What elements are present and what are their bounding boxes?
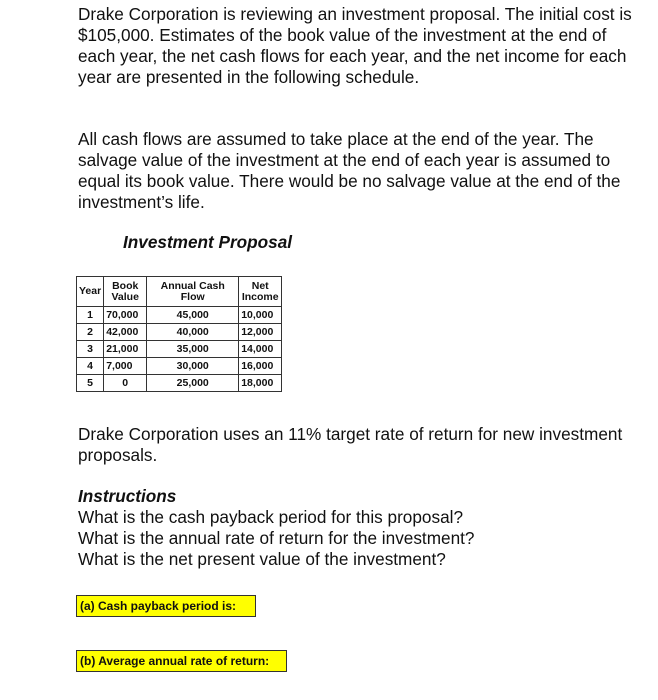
target-rate-paragraph: Drake Corporation uses an 11% target rate of return for new investment proposals. [78,424,623,465]
header-book-value: Book Value [104,277,147,307]
table-row [77,375,282,392]
header-annual-cash-flow: Annual Cash Flow [147,277,239,307]
cell-cash-flow: 40,000 [147,324,239,341]
instruction-line: What is the net present value of the investment? [78,549,446,569]
cell-book-value: 0 [104,375,147,392]
annual-rate-answer-label: (b) Average annual rate of return: [76,650,287,672]
cell-year: 4 [77,358,104,375]
cell-net-income: 16,000 [239,358,282,375]
cell-book-value: 7,000 [104,358,147,375]
header-net-income: Net Income [239,277,282,307]
cell-year: 3 [77,341,104,358]
assumptions-paragraph: All cash flows are assumed to take place at the end of the year. The salvage value of the investment at the end of each year is assumed to equal its book value. There would be no salvage value at the end of the investment’s life. [78,129,621,212]
cell-net-income: 14,000 [239,341,282,358]
instruction-line: What is the annual rate of return for the investment? [78,528,475,548]
cell-year: 1 [77,307,104,324]
cell-year: 5 [77,375,104,392]
table-row [77,307,282,324]
intro-paragraph: Drake Corporation is reviewing an investment proposal. The initial cost is $105,000. Estimates of the book value of the investment at the end of each year, the net cash flows for each year, and the net income for each year are presented in the following schedule. [78,4,632,87]
cell-year: 2 [77,324,104,341]
table-row [77,324,282,341]
cell-book-value: 42,000 [104,324,147,341]
header-year: Year [77,277,104,307]
instructions-list [78,507,474,570]
table-row [77,358,282,375]
schedule-title: Investment Proposal [123,232,293,252]
cell-cash-flow: 25,000 [147,375,239,392]
cell-cash-flow: 45,000 [147,307,239,324]
cash-payback-answer-label: (a) Cash payback period is: [76,595,256,617]
cell-book-value: 70,000 [104,307,147,324]
cell-cash-flow: 35,000 [147,341,239,358]
investment-schedule-table [76,276,282,392]
cell-book-value: 21,000 [104,341,147,358]
cell-net-income: 10,000 [239,307,282,324]
table-header-row [77,277,282,307]
cell-net-income: 12,000 [239,324,282,341]
cell-cash-flow: 30,000 [147,358,239,375]
cell-net-income: 18,000 [239,375,282,392]
table-row [77,341,282,358]
instructions-heading: Instructions [78,486,177,506]
instruction-line: What is the cash payback period for this proposal? [78,507,464,527]
